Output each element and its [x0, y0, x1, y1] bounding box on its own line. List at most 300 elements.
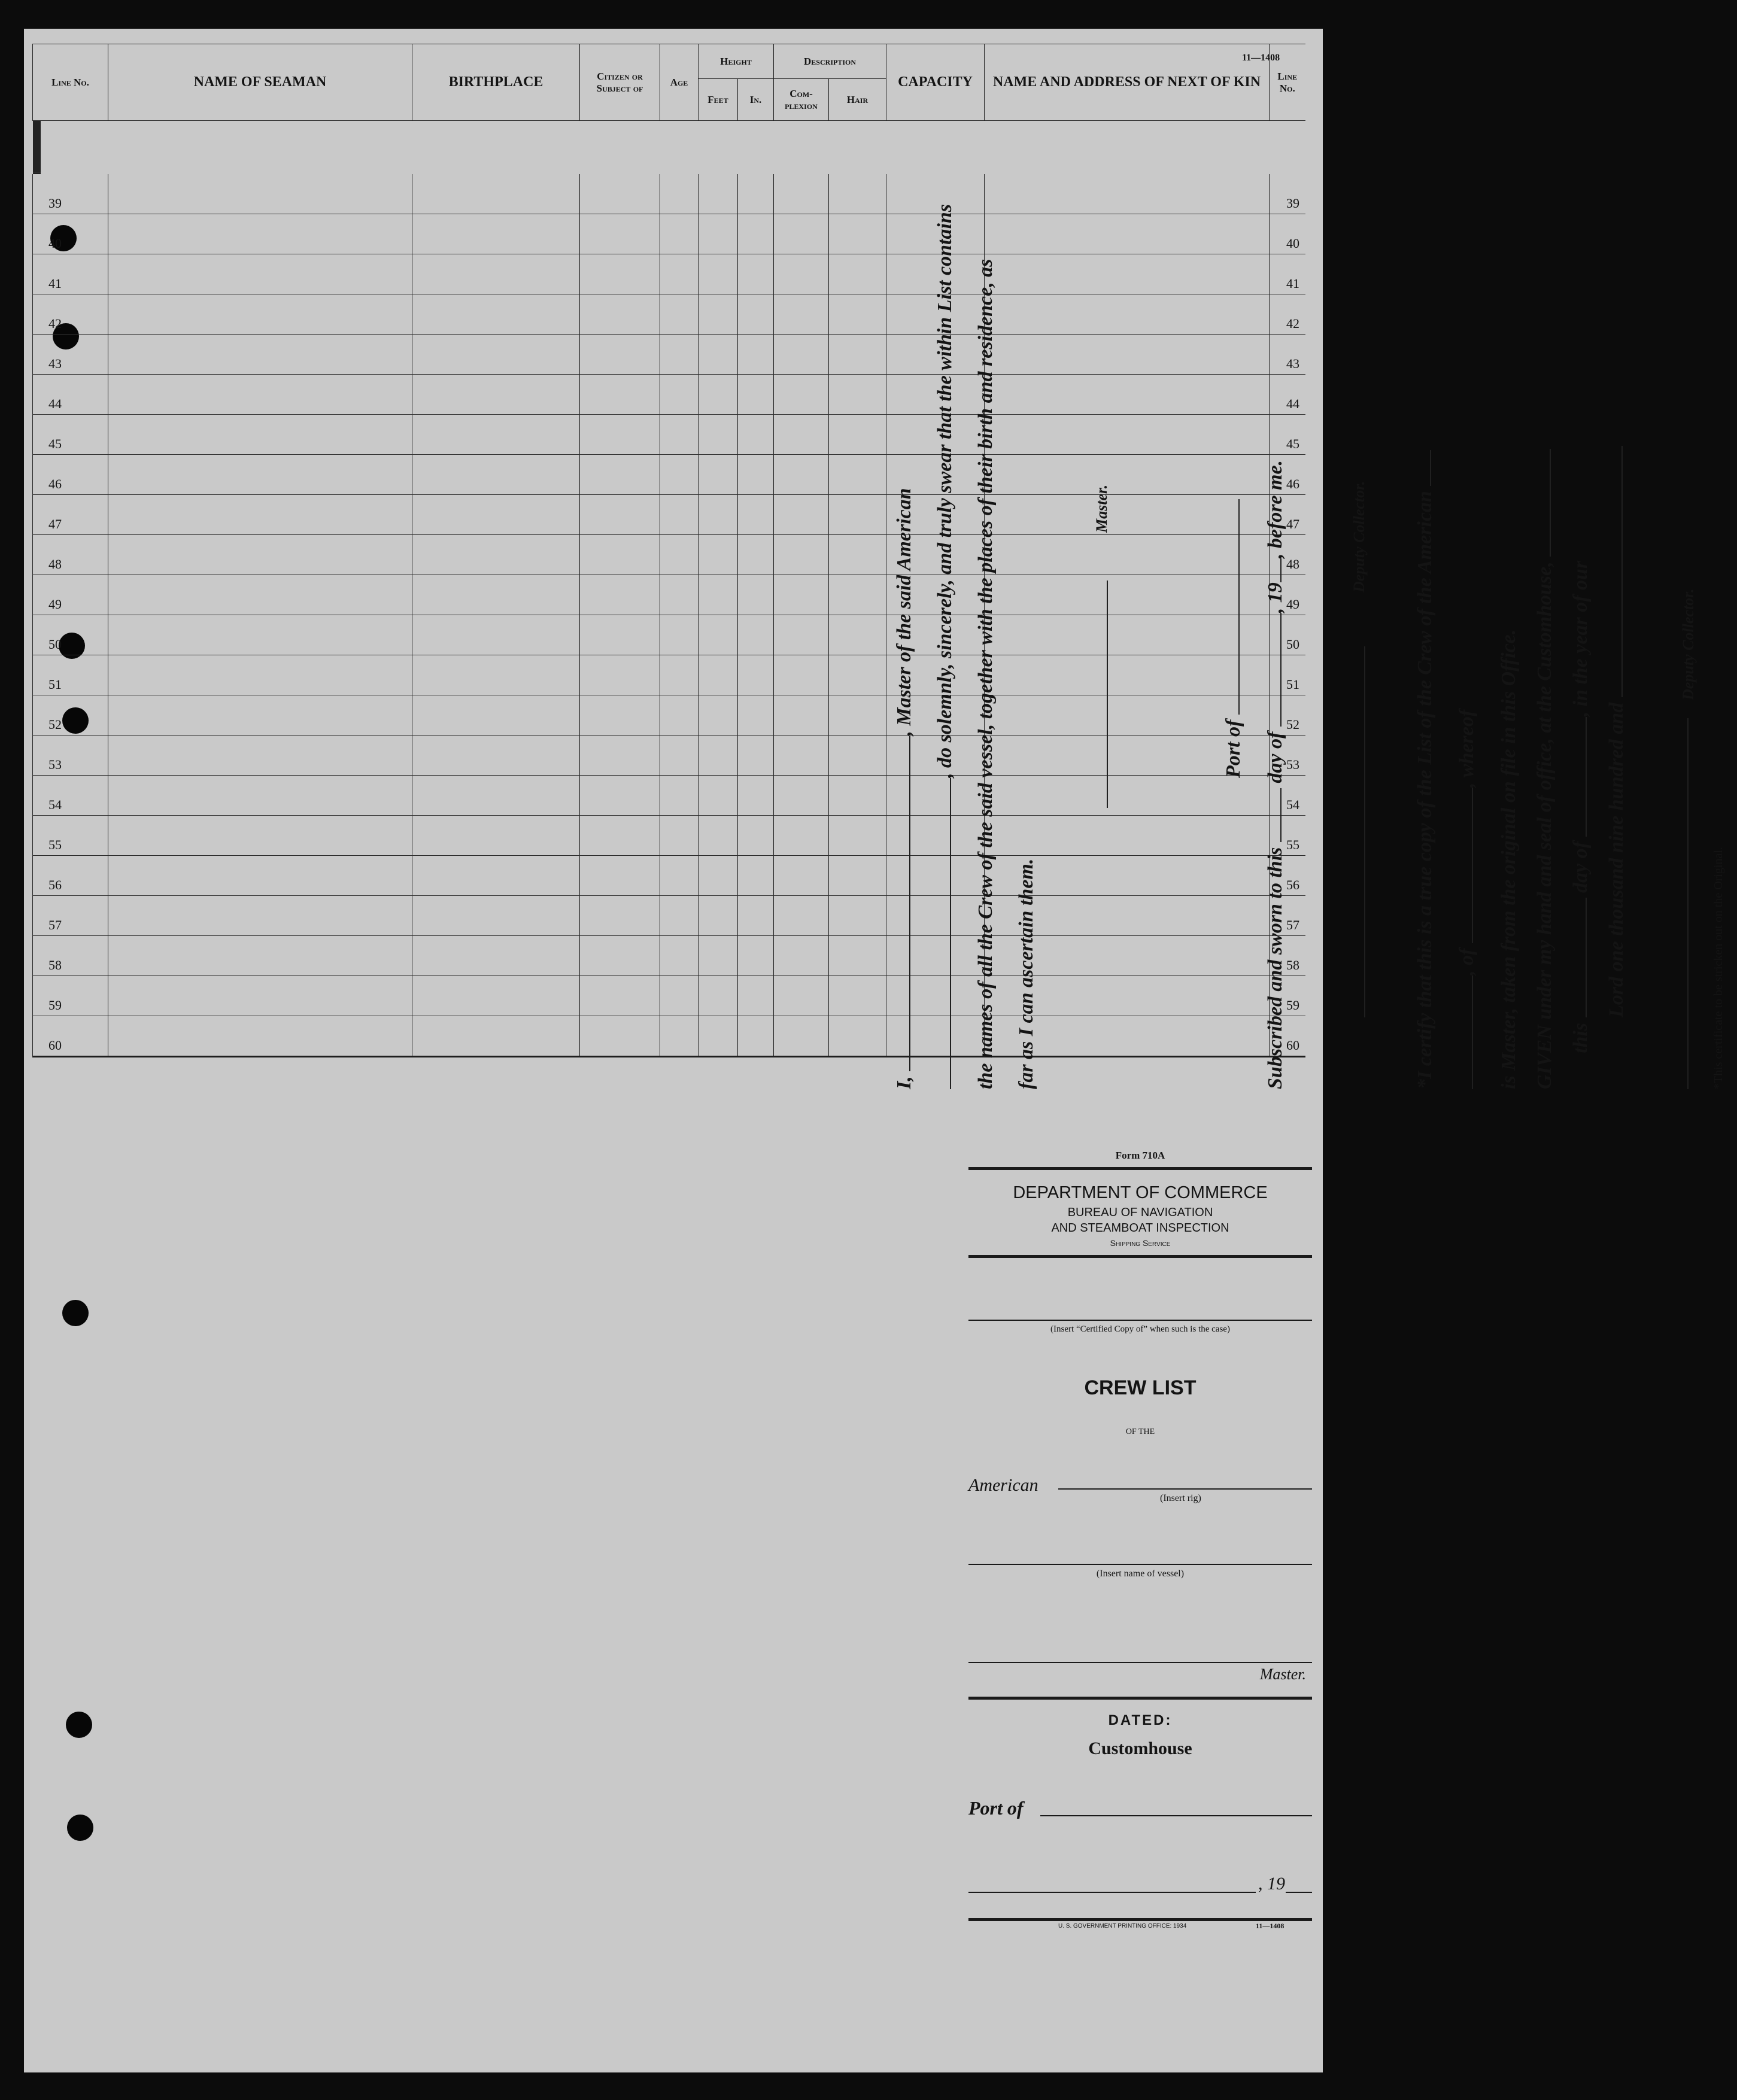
birthplace-cell[interactable]	[412, 736, 580, 776]
given-month-field[interactable]	[1586, 717, 1587, 837]
subscribed-day-field[interactable]	[1280, 788, 1282, 842]
name-of-seaman-cell[interactable]	[108, 214, 412, 254]
given-label: GIVEN under my hand and seal of office, at the Customhouse,	[1533, 561, 1556, 1089]
citizen-cell[interactable]	[580, 856, 660, 896]
feet-cell[interactable]	[699, 415, 738, 455]
age-cell[interactable]	[660, 495, 699, 535]
header-description: Description	[774, 44, 886, 79]
header-line-no-right: Line No.	[1270, 44, 1305, 121]
insert-name-note: (Insert name of vessel)	[1096, 1569, 1185, 1579]
hair-cell[interactable]	[829, 174, 886, 214]
hair-cell[interactable]	[829, 214, 886, 254]
inches-cell[interactable]	[738, 896, 774, 936]
inches-cell[interactable]	[738, 335, 774, 375]
complexion-cell[interactable]	[774, 936, 829, 976]
hair-cell[interactable]	[829, 415, 886, 455]
citizen-cell[interactable]	[580, 415, 660, 455]
master-name-line[interactable]	[968, 1662, 1312, 1663]
age-cell[interactable]	[660, 736, 699, 776]
punch-hole	[67, 1815, 93, 1841]
hair-cell[interactable]	[829, 655, 886, 695]
line-number: 47	[33, 495, 108, 535]
footnote: *This certificate to be stricken out on the Original.	[1712, 847, 1725, 1089]
birthplace-cell[interactable]	[412, 695, 580, 736]
cover-bottom-rule	[968, 1918, 1312, 1921]
line-number-right: 54	[1270, 776, 1305, 816]
rig-field[interactable]	[1058, 1488, 1312, 1490]
certify-of-field[interactable]	[1472, 975, 1473, 1089]
complexion-cell[interactable]	[774, 976, 829, 1016]
age-cell[interactable]	[660, 655, 699, 695]
line-number: 58	[33, 936, 108, 976]
hair-cell[interactable]	[829, 575, 886, 615]
name-of-seaman-cell[interactable]	[108, 896, 412, 936]
customhouse-field[interactable]	[1550, 449, 1551, 557]
table-row	[33, 174, 1305, 214]
feet-cell[interactable]	[699, 294, 738, 335]
feet-cell[interactable]	[699, 495, 738, 535]
line-number-right: 55	[1270, 816, 1305, 856]
line-number: 41	[33, 254, 108, 294]
name-of-seaman-cell[interactable]	[108, 575, 412, 615]
master-taken-label: is Master, taken from the original on file in this Office.	[1498, 629, 1520, 1089]
citizen-cell[interactable]	[580, 816, 660, 856]
hair-cell[interactable]	[829, 254, 886, 294]
feet-cell[interactable]	[699, 214, 738, 254]
line-number: 49	[33, 575, 108, 615]
hair-cell[interactable]	[829, 856, 886, 896]
complexion-cell[interactable]	[774, 254, 829, 294]
line-number: 60	[33, 1016, 108, 1057]
form-code-top: 11—1408	[1242, 53, 1280, 63]
day-of-label: day of	[1264, 731, 1286, 783]
complexion-cell[interactable]	[774, 1016, 829, 1057]
name-of-seaman-cell[interactable]	[108, 615, 412, 655]
birthplace-cell[interactable]	[412, 776, 580, 816]
complexion-cell[interactable]	[774, 535, 829, 575]
header-complexion: Com-plexion	[774, 79, 829, 121]
hair-cell[interactable]	[829, 455, 886, 495]
subscribed-year-field[interactable]	[1280, 558, 1282, 582]
inches-cell[interactable]	[738, 936, 774, 976]
line-number-right: 58	[1270, 936, 1305, 976]
complexion-cell[interactable]	[774, 736, 829, 776]
feet-cell[interactable]	[699, 375, 738, 415]
inches-cell[interactable]	[738, 655, 774, 695]
age-cell[interactable]	[660, 254, 699, 294]
bureau-line-2: AND STEAMBOAT INSPECTION	[1051, 1221, 1229, 1235]
punch-hole	[66, 1712, 92, 1738]
birthplace-cell[interactable]	[412, 335, 580, 375]
line-number-right: 52	[1270, 695, 1305, 736]
complexion-cell[interactable]	[774, 615, 829, 655]
citizen-cell[interactable]	[580, 495, 660, 535]
birthplace-cell[interactable]	[412, 1016, 580, 1057]
age-cell[interactable]	[660, 856, 699, 896]
feet-cell[interactable]	[699, 615, 738, 655]
name-of-seaman-cell[interactable]	[108, 856, 412, 896]
feet-cell[interactable]	[699, 856, 738, 896]
header-name-of-seaman: NAME OF SEAMAN	[108, 44, 412, 121]
certified-copy-line[interactable]	[968, 1320, 1312, 1321]
inches-cell[interactable]	[738, 776, 774, 816]
lord-label: Lord one thousand nine hundred and	[1605, 702, 1627, 1017]
next-of-kin-cell[interactable]	[985, 174, 1270, 214]
complexion-cell[interactable]	[774, 575, 829, 615]
name-of-seaman-cell[interactable]	[108, 335, 412, 375]
vessel-name-line[interactable]	[968, 1564, 1312, 1565]
birthplace-cell[interactable]	[412, 495, 580, 535]
name-of-seaman-cell[interactable]	[108, 936, 412, 976]
port-of-label: Port of	[1222, 719, 1244, 778]
birthplace-cell[interactable]	[412, 896, 580, 936]
header-inches: In.	[738, 79, 774, 121]
deputy-collector-2-label: Deputy Collector.	[1680, 588, 1697, 700]
header-height: Height	[699, 44, 774, 79]
header-birthplace: BIRTHPLACE	[412, 44, 580, 121]
cover-rule-2	[968, 1255, 1312, 1258]
age-cell[interactable]	[660, 415, 699, 455]
year-field-cover[interactable]	[1286, 1892, 1312, 1893]
feet-cell[interactable]	[699, 1016, 738, 1057]
cover-code: 11—1408	[1256, 1922, 1284, 1930]
name-of-seaman-cell[interactable]	[108, 495, 412, 535]
inches-cell[interactable]	[738, 736, 774, 776]
inches-cell[interactable]	[738, 856, 774, 896]
name-of-seaman-cell[interactable]	[108, 415, 412, 455]
oath-swear: , do solemnly, sincerely, and truly swear that the within List contains	[934, 203, 956, 778]
line-number: 54	[33, 776, 108, 816]
citizen-cell[interactable]	[580, 896, 660, 936]
name-of-seaman-cell[interactable]	[108, 535, 412, 575]
complexion-cell[interactable]	[774, 495, 829, 535]
citizen-cell[interactable]	[580, 174, 660, 214]
birthplace-cell[interactable]	[412, 535, 580, 575]
inches-cell[interactable]	[738, 816, 774, 856]
master-signature-field[interactable]	[1107, 581, 1108, 808]
inches-cell[interactable]	[738, 1016, 774, 1057]
hair-cell[interactable]	[829, 816, 886, 856]
certify-vessel-field[interactable]	[1430, 450, 1431, 486]
feet-cell[interactable]	[699, 936, 738, 976]
line-number: 40	[33, 214, 108, 254]
name-of-seaman-cell[interactable]	[108, 816, 412, 856]
hair-cell[interactable]	[829, 896, 886, 936]
inches-cell[interactable]	[738, 375, 774, 415]
certify-whereof-field[interactable]	[1472, 788, 1473, 943]
complexion-cell[interactable]	[774, 335, 829, 375]
feet-cell[interactable]	[699, 655, 738, 695]
line-number-right: 46	[1270, 455, 1305, 495]
hair-cell[interactable]	[829, 335, 886, 375]
feet-cell[interactable]	[699, 816, 738, 856]
hair-cell[interactable]	[829, 976, 886, 1016]
name-of-seaman-cell[interactable]	[108, 294, 412, 335]
birthplace-cell[interactable]	[412, 294, 580, 335]
age-cell[interactable]	[660, 335, 699, 375]
line-number-right: 45	[1270, 415, 1305, 455]
name-of-seaman-cell[interactable]	[108, 1016, 412, 1057]
birthplace-cell[interactable]	[412, 455, 580, 495]
line-number: 55	[33, 816, 108, 856]
age-cell[interactable]	[660, 214, 699, 254]
inches-cell[interactable]	[738, 695, 774, 736]
header-line-no: Line No.	[33, 44, 108, 121]
of-the-label: OF THE	[1125, 1427, 1155, 1436]
given-year-field[interactable]	[1621, 446, 1623, 697]
hair-cell[interactable]	[829, 615, 886, 655]
port-of-cover-label: Port of	[968, 1797, 1024, 1819]
birthplace-cell[interactable]	[412, 856, 580, 896]
punch-hole	[62, 1300, 89, 1326]
feet-cell[interactable]	[699, 254, 738, 294]
complexion-cell[interactable]	[774, 856, 829, 896]
age-cell[interactable]	[660, 294, 699, 335]
form-number: Form 710A	[1115, 1150, 1165, 1161]
birthplace-cell[interactable]	[412, 174, 580, 214]
oath-master-of: , Master of the said American	[893, 488, 915, 736]
line-number: 59	[33, 976, 108, 1016]
year-prefix-label: , 19	[1264, 582, 1286, 613]
subscribed-label: Subscribed and sworn to this	[1264, 847, 1286, 1089]
dept-title: DEPARTMENT OF COMMERCE	[1013, 1183, 1268, 1202]
citizen-cell[interactable]	[580, 575, 660, 615]
insert-certified-note: (Insert “Certified Copy of” when such is the case)	[1050, 1324, 1230, 1334]
inches-cell[interactable]	[738, 615, 774, 655]
vessel-name-field[interactable]	[950, 778, 951, 1089]
birthplace-cell[interactable]	[412, 615, 580, 655]
name-of-seaman-cell[interactable]	[108, 976, 412, 1016]
citizen-cell[interactable]	[580, 615, 660, 655]
deputy-collector-label: Deputy Collector.	[1350, 481, 1368, 592]
citizen-cell[interactable]	[580, 294, 660, 335]
complexion-cell[interactable]	[774, 214, 829, 254]
header-capacity: CAPACITY	[886, 44, 985, 121]
citizen-cell[interactable]	[580, 335, 660, 375]
birthplace-cell[interactable]	[412, 214, 580, 254]
customhouse-label: Customhouse	[1088, 1739, 1192, 1758]
complexion-cell[interactable]	[774, 695, 829, 736]
line-number: 51	[33, 655, 108, 695]
citizen-cell[interactable]	[580, 455, 660, 495]
feet-cell[interactable]	[699, 695, 738, 736]
cover-panel	[968, 1134, 1312, 1936]
name-of-seaman-cell[interactable]	[108, 455, 412, 495]
line-number: 46	[33, 455, 108, 495]
age-cell[interactable]	[660, 776, 699, 816]
crew-list-title: CREW LIST	[1084, 1376, 1197, 1399]
line-number: 53	[33, 736, 108, 776]
citizen-cell[interactable]	[580, 776, 660, 816]
name-of-seaman-cell[interactable]	[108, 174, 412, 214]
hair-cell[interactable]	[829, 294, 886, 335]
printer-line: U. S. GOVERNMENT PRINTING OFFICE: 1934	[1058, 1923, 1187, 1929]
day-of-2-label: day of	[1569, 841, 1592, 893]
age-cell[interactable]	[660, 816, 699, 856]
line-number-right: 49	[1270, 575, 1305, 615]
line-number: 56	[33, 856, 108, 896]
line-number-right: 44	[1270, 375, 1305, 415]
inches-cell[interactable]	[738, 254, 774, 294]
age-cell[interactable]	[660, 174, 699, 214]
feet-cell[interactable]	[699, 896, 738, 936]
inches-cell[interactable]	[738, 575, 774, 615]
age-cell[interactable]	[660, 936, 699, 976]
citizen-cell[interactable]	[580, 535, 660, 575]
header-citizen: Citizen or Subject of	[580, 44, 660, 121]
feet-cell[interactable]	[699, 455, 738, 495]
table-spacer-row	[33, 121, 41, 174]
master-label: Master.	[1259, 1666, 1306, 1683]
hair-cell[interactable]	[829, 736, 886, 776]
master-sign-label: Master.	[1093, 484, 1110, 533]
deputy-signature-2-field[interactable]	[1687, 718, 1689, 1089]
cover-rule-3	[968, 1697, 1312, 1700]
this-label: this	[1569, 1022, 1592, 1053]
citizen-cell[interactable]	[580, 1016, 660, 1057]
feet-cell[interactable]	[699, 335, 738, 375]
line-number: 52	[33, 695, 108, 736]
name-of-seaman-cell[interactable]	[108, 776, 412, 816]
birthplace-cell[interactable]	[412, 375, 580, 415]
inches-cell[interactable]	[738, 535, 774, 575]
feet-cell[interactable]	[699, 535, 738, 575]
citizen-cell[interactable]	[580, 214, 660, 254]
complexion-cell[interactable]	[774, 896, 829, 936]
shipping-service: Shipping Service	[1110, 1238, 1171, 1248]
citizen-cell[interactable]	[580, 254, 660, 294]
feet-cell[interactable]	[699, 575, 738, 615]
line-number: 50	[33, 615, 108, 655]
hair-cell[interactable]	[829, 776, 886, 816]
inches-cell[interactable]	[738, 455, 774, 495]
age-cell[interactable]	[660, 535, 699, 575]
hair-cell[interactable]	[829, 535, 886, 575]
birthplace-cell[interactable]	[412, 575, 580, 615]
birthplace-cell[interactable]	[412, 655, 580, 695]
birthplace-cell[interactable]	[412, 936, 580, 976]
whereof-label: , whereof	[1456, 709, 1478, 788]
hair-cell[interactable]	[829, 695, 886, 736]
complexion-cell[interactable]	[774, 816, 829, 856]
age-cell[interactable]	[660, 455, 699, 495]
date-field-cover[interactable]	[968, 1892, 1256, 1893]
citizen-cell[interactable]	[580, 695, 660, 736]
birthplace-cell[interactable]	[412, 254, 580, 294]
inches-cell[interactable]	[738, 294, 774, 335]
inches-cell[interactable]	[738, 415, 774, 455]
cover-top-rule	[968, 1167, 1312, 1170]
inches-cell[interactable]	[738, 495, 774, 535]
line-number-right: 56	[1270, 856, 1305, 896]
line-number-right: 40	[1270, 214, 1305, 254]
line-number: 42	[33, 294, 108, 335]
line-number-right: 57	[1270, 896, 1305, 936]
header-feet: Feet	[699, 79, 738, 121]
line-number: 45	[33, 415, 108, 455]
age-cell[interactable]	[660, 976, 699, 1016]
complexion-cell[interactable]	[774, 294, 829, 335]
deputy-signature-field[interactable]	[1364, 646, 1365, 1017]
citizen-cell[interactable]	[580, 375, 660, 415]
master-name-field[interactable]	[909, 736, 910, 1071]
line-number: 44	[33, 375, 108, 415]
age-cell[interactable]	[660, 375, 699, 415]
line-number-right: 39	[1270, 174, 1305, 214]
age-cell[interactable]	[660, 575, 699, 615]
feet-cell[interactable]	[699, 976, 738, 1016]
name-of-seaman-cell[interactable]	[108, 695, 412, 736]
subscribed-month-field[interactable]	[1280, 613, 1282, 727]
feet-cell[interactable]	[699, 174, 738, 214]
insert-rig-note: (Insert rig)	[1160, 1493, 1201, 1503]
line-number-right: 47	[1270, 495, 1305, 535]
birthplace-cell[interactable]	[412, 976, 580, 1016]
inches-cell[interactable]	[738, 976, 774, 1016]
citizen-cell[interactable]	[580, 736, 660, 776]
certify-label: *I certify that this is a true copy of the List of the Crew of the American	[1414, 491, 1436, 1089]
given-day-field[interactable]	[1586, 898, 1587, 1017]
before-me-label: , before me.	[1264, 460, 1286, 559]
line-number: 48	[33, 535, 108, 575]
citizen-cell[interactable]	[580, 976, 660, 1016]
line-number-right: 59	[1270, 976, 1305, 1016]
name-of-seaman-cell[interactable]	[108, 254, 412, 294]
line-number-right: 53	[1270, 736, 1305, 776]
year-of-our-label: , in the year of our	[1569, 560, 1592, 717]
complexion-cell[interactable]	[774, 174, 829, 214]
oath-ascertain: far as I can ascertain them.	[1015, 858, 1037, 1089]
name-of-seaman-cell[interactable]	[108, 375, 412, 415]
header-next-of-kin: NAME AND ADDRESS OF NEXT OF KIN	[985, 44, 1270, 121]
complexion-cell[interactable]	[774, 375, 829, 415]
line-number-right: 50	[1270, 615, 1305, 655]
complexion-cell[interactable]	[774, 415, 829, 455]
header-hair: Hair	[829, 79, 886, 121]
age-cell[interactable]	[660, 695, 699, 736]
hair-cell[interactable]	[829, 936, 886, 976]
bureau-line-1: BUREAU OF NAVIGATION	[1067, 1206, 1213, 1219]
hair-cell[interactable]	[829, 495, 886, 535]
inches-cell[interactable]	[738, 214, 774, 254]
name-of-seaman-cell[interactable]	[108, 736, 412, 776]
hair-cell[interactable]	[829, 1016, 886, 1057]
complexion-cell[interactable]	[774, 655, 829, 695]
birthplace-cell[interactable]	[412, 415, 580, 455]
oath-i: I,	[893, 1076, 915, 1089]
birthplace-cell[interactable]	[412, 816, 580, 856]
port-field-cover[interactable]	[1040, 1815, 1312, 1816]
header-age: Age	[660, 44, 699, 121]
line-number-right: 42	[1270, 294, 1305, 335]
age-cell[interactable]	[660, 615, 699, 655]
feet-cell[interactable]	[699, 736, 738, 776]
age-cell[interactable]	[660, 896, 699, 936]
port-field[interactable]	[1238, 499, 1240, 715]
line-number-right: 51	[1270, 655, 1305, 695]
name-of-seaman-cell[interactable]	[108, 655, 412, 695]
american-label: American	[968, 1475, 1038, 1495]
feet-cell[interactable]	[699, 776, 738, 816]
citizen-cell[interactable]	[580, 655, 660, 695]
inches-cell[interactable]	[738, 174, 774, 214]
complexion-cell[interactable]	[774, 776, 829, 816]
complexion-cell[interactable]	[774, 455, 829, 495]
hair-cell[interactable]	[829, 375, 886, 415]
age-cell[interactable]	[660, 1016, 699, 1057]
citizen-cell[interactable]	[580, 936, 660, 976]
line-number-right: 41	[1270, 254, 1305, 294]
